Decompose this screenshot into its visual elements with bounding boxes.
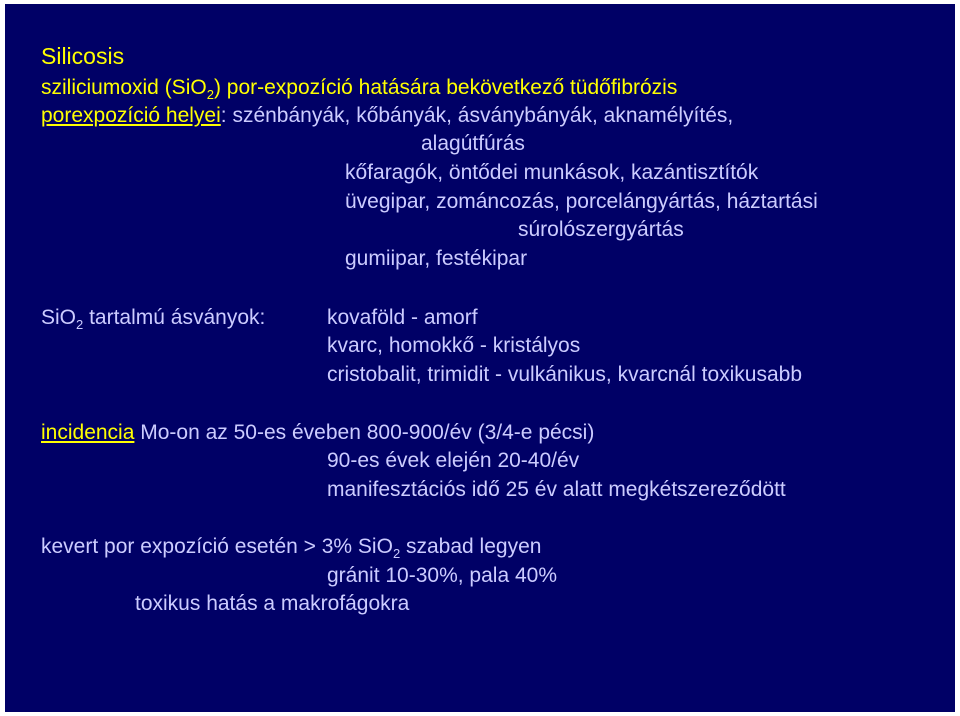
exposure-sites-text: : szénbányák, kőbányák, ásványbányák, aknamélyítés, — [220, 104, 734, 127]
minerals-text-b: tartalmú ásványok: — [83, 306, 266, 329]
incidence-text: Mo-on az 50-es éveben 800-900/év (3/4-e pécsi) — [134, 421, 595, 444]
incidence-line — [41, 421, 594, 445]
incidence-line-2: 90-es évek elején 20-40/év — [327, 449, 580, 472]
incidence-label: incidencia — [41, 421, 135, 444]
exposure-sites-line — [41, 104, 733, 128]
minerals-line-3: cristobalit, trimidit - vulkánikus, kvarcnál toxikusabb — [327, 363, 803, 386]
exposure-line-6: súrolószergyártás — [518, 218, 684, 241]
exposure-line-3: alagútfúrás — [421, 132, 525, 155]
exposure-sites-label: porexpozíció helyei — [41, 104, 221, 127]
subscript-2: 2 — [76, 317, 84, 332]
subscript-2: 2 — [206, 87, 214, 102]
definition-text-a: sziliciumoxid (SiO — [41, 76, 207, 99]
definition-text-b: ) por-expozíció hatására bekövetkező tüdőfibrózis — [213, 76, 678, 99]
exposure-line-4: kőfaragók, öntődei munkások, kazántisztítók — [345, 161, 759, 184]
mixed-dust-line-2: gránit 10-30%, pala 40% — [327, 564, 557, 587]
minerals-label — [41, 306, 265, 330]
mixed-dust-line — [41, 535, 541, 559]
subscript-2: 2 — [392, 546, 401, 561]
exposure-line-5: üvegipar, zománcozás, porcelángyártás, háztartási — [345, 190, 818, 213]
minerals-line-1: kovaföld - amorf — [327, 306, 478, 329]
minerals-text-a: SiO — [41, 306, 77, 329]
definition-line — [41, 76, 677, 100]
incidence-line-3: manifesztációs idő 25 év alatt megkétszereződött — [327, 478, 786, 501]
toxicity-line: toxikus hatás a makrofágokra — [135, 592, 410, 615]
mixed-dust-text-b: szabad legyen — [400, 535, 542, 558]
page-title: Silicosis — [41, 43, 125, 69]
minerals-line-2: kvarc, homokkő - kristályos — [327, 334, 581, 357]
exposure-line-7: gumiipar, festékipar — [345, 247, 528, 270]
mixed-dust-text-a: kevert por expozíció esetén > 3% SiO — [41, 535, 393, 558]
